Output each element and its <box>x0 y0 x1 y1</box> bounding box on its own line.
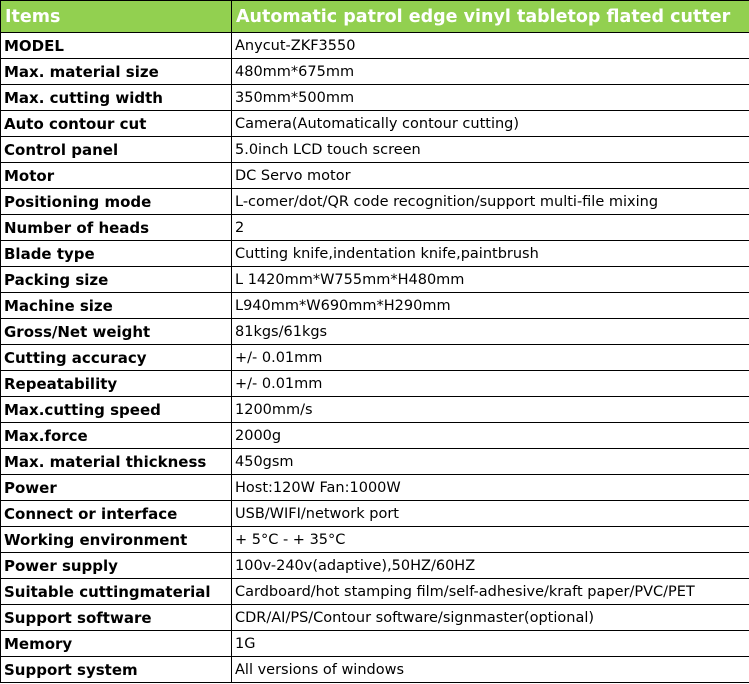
table-row <box>1 189 749 215</box>
spec-value: 100v-240v(adaptive),50HZ/60HZ <box>232 553 749 579</box>
table-row <box>1 163 749 189</box>
spec-value: 480mm*675mm <box>232 59 749 85</box>
spec-label: Packing size <box>1 267 232 293</box>
spec-label: Repeatability <box>1 371 232 397</box>
spec-value: 2000g <box>232 423 749 449</box>
spec-value: DC Servo motor <box>232 163 749 189</box>
spec-value: Camera(Automatically contour cutting) <box>232 111 749 137</box>
spec-value: + 5°C - + 35°C <box>232 527 749 553</box>
spec-rows <box>1 33 749 683</box>
table-row <box>1 319 749 345</box>
spec-label: Positioning mode <box>1 189 232 215</box>
spec-label: Gross/Net weight <box>1 319 232 345</box>
table-row <box>1 397 749 423</box>
spec-label: Max.cutting speed <box>1 397 232 423</box>
table-row <box>1 579 749 605</box>
spec-label: Max. cutting width <box>1 85 232 111</box>
spec-value: CDR/AI/PS/Contour software/signmaster(optional) <box>232 605 749 631</box>
table-row <box>1 553 749 579</box>
spec-label: Motor <box>1 163 232 189</box>
spec-value: All versions of windows <box>232 657 749 683</box>
spec-label: Cutting accuracy <box>1 345 232 371</box>
spec-label: Power supply <box>1 553 232 579</box>
table-row <box>1 293 749 319</box>
table-title: Automatic patrol edge vinyl tabletop flated cutter <box>232 1 749 33</box>
spec-label: Connect or interface <box>1 501 232 527</box>
spec-value: 1200mm/s <box>232 397 749 423</box>
table-row <box>1 527 749 553</box>
spec-value: 2 <box>232 215 749 241</box>
table-row <box>1 345 749 371</box>
spec-label: Suitable cuttingmaterial <box>1 579 232 605</box>
spec-value: Host:120W Fan:1000W <box>232 475 749 501</box>
table-row <box>1 631 749 657</box>
table-row <box>1 59 749 85</box>
table-row <box>1 501 749 527</box>
spec-value: L 1420mm*W755mm*H480mm <box>232 267 749 293</box>
spec-label: Max. material size <box>1 59 232 85</box>
table-row <box>1 267 749 293</box>
spec-label: Support system <box>1 657 232 683</box>
spec-label: Auto contour cut <box>1 111 232 137</box>
table-row <box>1 137 749 163</box>
table-row <box>1 657 749 683</box>
header-row <box>1 1 749 33</box>
spec-label: Machine size <box>1 293 232 319</box>
spec-value: 1G <box>232 631 749 657</box>
spec-label: Support software <box>1 605 232 631</box>
spec-value: +/- 0.01mm <box>232 345 749 371</box>
spec-value: 350mm*500mm <box>232 85 749 111</box>
table-row <box>1 423 749 449</box>
spec-label: Max. material thickness <box>1 449 232 475</box>
spec-value: +/- 0.01mm <box>232 371 749 397</box>
spec-label: Working environment <box>1 527 232 553</box>
table-row <box>1 475 749 501</box>
table-row <box>1 85 749 111</box>
spec-value: 5.0inch LCD touch screen <box>232 137 749 163</box>
spec-label: Control panel <box>1 137 232 163</box>
spec-label: Blade type <box>1 241 232 267</box>
table-row <box>1 371 749 397</box>
spec-value: 81kgs/61kgs <box>232 319 749 345</box>
spec-label: Max.force <box>1 423 232 449</box>
table-row <box>1 449 749 475</box>
spec-label: MODEL <box>1 33 232 59</box>
table-row <box>1 241 749 267</box>
table-row <box>1 33 749 59</box>
spec-value: USB/WIFI/network port <box>232 501 749 527</box>
items-header: Items <box>1 1 232 33</box>
table-row <box>1 111 749 137</box>
spec-label: Power <box>1 475 232 501</box>
table-row <box>1 215 749 241</box>
spec-label: Memory <box>1 631 232 657</box>
spec-value: L940mm*W690mm*H290mm <box>232 293 749 319</box>
spec-value: Anycut-ZKF3550 <box>232 33 749 59</box>
spec-label: Number of heads <box>1 215 232 241</box>
spec-value: Cardboard/hot stamping film/self-adhesive/kraft paper/PVC/PET <box>232 579 749 605</box>
table-row <box>1 605 749 631</box>
spec-value: L-comer/dot/QR code recognition/support multi-file mixing <box>232 189 749 215</box>
spec-value: 450gsm <box>232 449 749 475</box>
spec-value: Cutting knife,indentation knife,paintbrush <box>232 241 749 267</box>
